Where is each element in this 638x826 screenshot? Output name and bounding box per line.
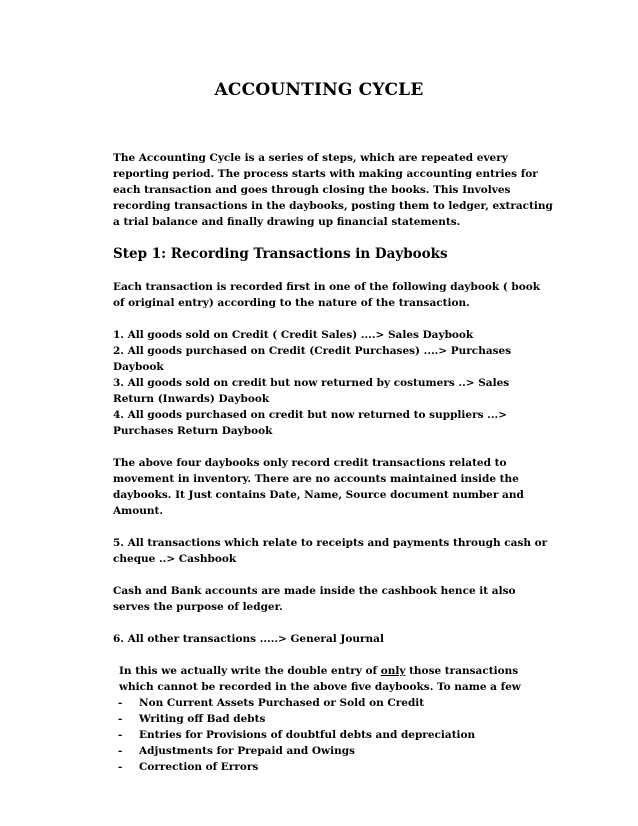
journal-intro-text: In this we actually write the double entry of [119,665,381,677]
list-item [113,727,553,743]
general-journal-item: 6. All other transactions .....> General Journal [113,633,384,645]
journal-item-5: Correction of Errors [139,761,259,773]
cashbook-note: Cash and Bank accounts are made inside the cashbook hence it also serves the purpose of ledger. [113,585,516,613]
list-item [113,711,553,727]
daybooks-note: The above four daybooks only record credit transactions related to movement in inventory. There are no accounts maintained inside the daybooks. It Just contains Date, Name, Source document number and Amount. [113,457,524,517]
journal-item-4: Adjustments for Prepaid and Owings [139,745,355,757]
daybook-item-1: 1. All goods sold on Credit ( Credit Sales) ....> Sales Daybook [113,329,474,341]
page-title: ACCOUNTING CYCLE [214,80,424,100]
intro-paragraph: The Accounting Cycle is a series of steps, which are repeated every reporting period. The process starts with making accounting entries for each transaction and goes through closing the books. This Involves recording transactions in the daybooks, posting them to ledger, extracting a trial balance and finally drawing up financial statements. [113,152,553,228]
journal-item-3: Entries for Provisions of doubtful debts and depreciation [139,729,476,741]
journal-intro-emphasis: only [380,665,406,677]
journal-item-1: Non Current Assets Purchased or Sold on Credit [139,697,425,709]
dash-bullet: - [118,697,123,709]
daybook-list [113,327,553,439]
journal-item-2: Writing off Bad debts [139,713,266,725]
journal-item-list [113,695,553,775]
list-item [113,743,553,759]
journal-intro-rest: those transactions which cannot be recorded in the above five daybooks. To name a few [119,665,521,693]
journal-intro [113,663,553,695]
dash-bullet: - [118,729,123,741]
dash-bullet: - [118,745,123,757]
daybook-item-2: 2. All goods purchased on Credit (Credit Purchases) ....> Purchases Daybook [113,345,512,373]
cashbook-item: 5. All transactions which relate to receipts and payments through cash or cheque ..> Cashbook [113,537,548,565]
daybook-item-4: 4. All goods purchased on credit but now returned to suppliers ...> Purchases Return Daybook [113,409,507,437]
dash-bullet: - [118,713,123,725]
dash-bullet: - [118,761,123,773]
list-item [113,695,553,711]
step1-intro: Each transaction is recorded first in one of the following daybook ( book of original entry) according to the nature of the transaction. [113,281,541,309]
daybook-item-3: 3. All goods sold on credit but now returned by costumers ..> Sales Return (Inwards) Daybook [113,377,510,405]
step1-heading: Step 1: Recording Transactions in Daybooks [113,246,448,262]
list-item [113,759,553,775]
document-body [113,150,553,775]
